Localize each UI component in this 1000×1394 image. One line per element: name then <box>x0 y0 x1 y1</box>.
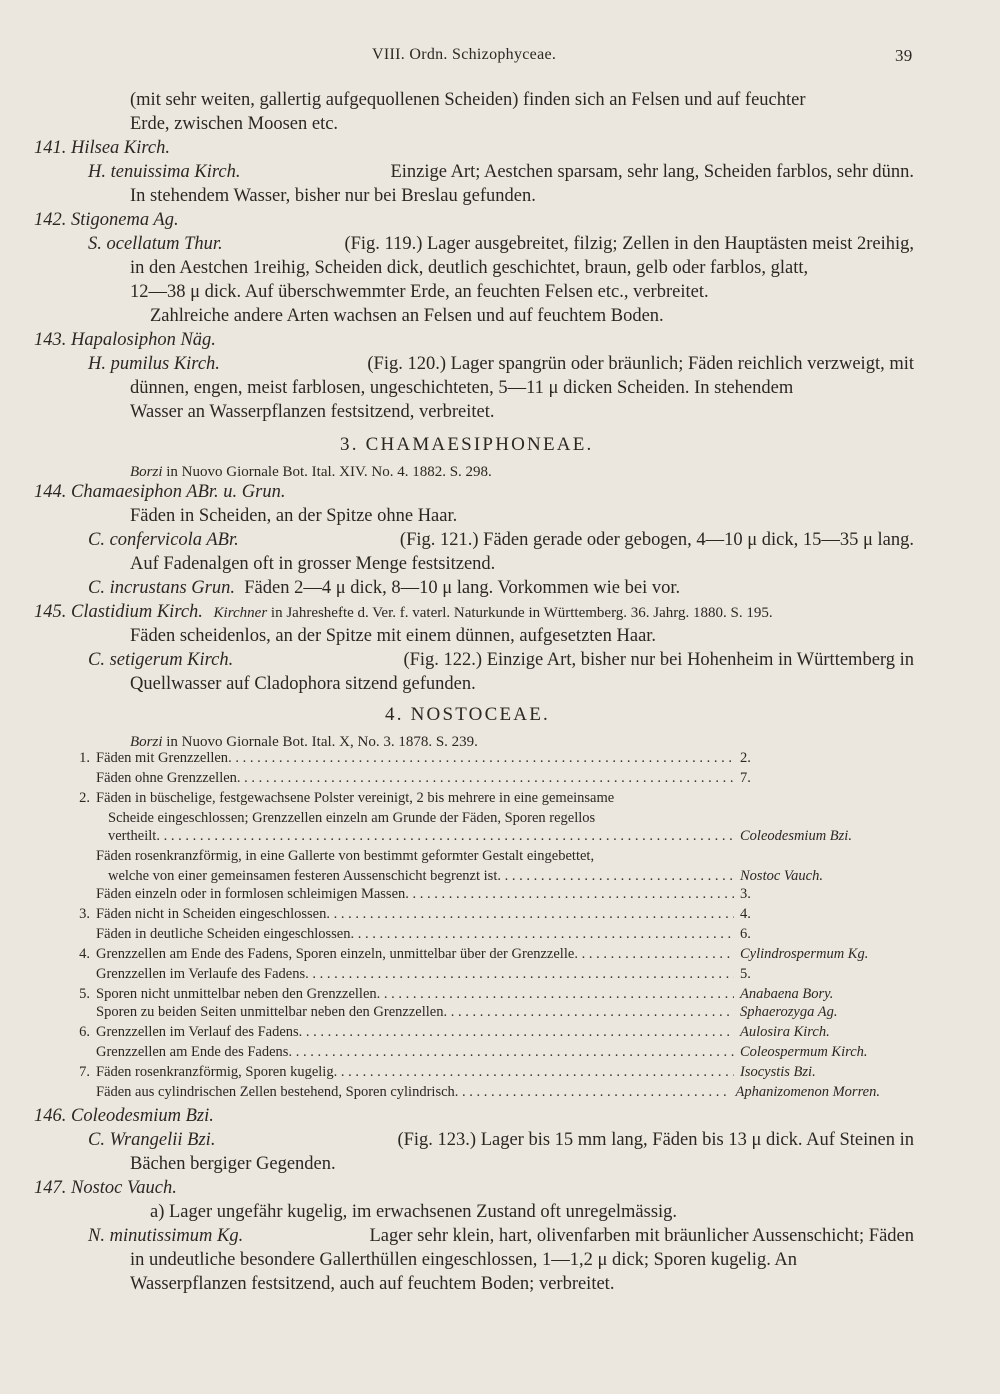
species-entry: N. minutissimum Kg. Lager sehr klein, hart, olivenfarben mit bräunlicher Aussenschicht; Fäden <box>88 1226 914 1246</box>
text-line: Zahlreiche andere Arten wachsen an Felsen und auf feuchtem Boden. <box>150 306 664 326</box>
key-text: Scheide eingeschlossen; Grenzzellen einzeln am Grunde der Fäden, Sporen regellos <box>108 810 596 826</box>
key-text: Sporen zu beiden Seiten unmittelbar neben den Grenzzellen <box>96 1004 444 1020</box>
key-row <box>60 750 880 768</box>
key-row <box>60 810 880 828</box>
leader-dots <box>156 828 734 845</box>
key-text: Grenzzellen im Verlauf des Fadens <box>96 1024 299 1040</box>
key-text: Sporen nicht unmittelbar neben den Grenzzellen <box>96 986 377 1002</box>
text-line: Bächen bergiger Gegenden. <box>130 1154 336 1174</box>
leader-dots <box>237 770 734 787</box>
key-result: Coleodesmium Bzi. <box>740 828 852 844</box>
key-number: 5. <box>79 986 90 1002</box>
reference: Borzi in Nuovo Giornale Bot. Ital. X, No. 3. 1878. S. 239. <box>130 734 478 750</box>
text-line: in den Aestchen 1reihig, Scheiden dick, deutlich geschichtet, braun, gelb oder farblos, glatt, <box>130 258 809 278</box>
text-line: Auf Fadenalgen oft in grosser Menge festsitzend. <box>130 554 496 574</box>
key-number: 3. <box>79 906 90 922</box>
leader-dots <box>351 926 735 943</box>
species-name: C. confervicola ABr. <box>88 530 239 550</box>
key-text: Grenzzellen am Ende des Fadens <box>96 1044 289 1060</box>
species-entry: C. setigerum Kirch. (Fig. 122.) Einzige Art, bisher nur bei Hohenheim in Württemberg in <box>88 650 914 670</box>
key-row <box>60 1044 880 1062</box>
leader-dots <box>299 1024 734 1041</box>
species-entry: C. incrustans Grun. Fäden 2—4 μ dick, 8—10 μ lang. Vorkommen wie bei vor. <box>88 578 681 598</box>
key-result: Cylindrospermum Kg. <box>740 946 869 962</box>
key-number: 6. <box>79 1024 90 1040</box>
key-text: Grenzzellen im Verlaufe des Fadens <box>96 966 306 982</box>
key-result: Aphanizomenon Morren. <box>735 1084 880 1100</box>
key-text: Fäden rosenkranzförmig, Sporen kugelig <box>96 1064 334 1080</box>
genus-heading-144: 144. Chamaesiphon ABr. u. Grun. <box>34 482 286 502</box>
species-name: N. minutissimum Kg. <box>88 1226 244 1246</box>
reference: Borzi in Nuovo Giornale Bot. Ital. XIV. No. 4. 1882. S. 298. <box>130 464 492 480</box>
key-number: 4. <box>79 946 90 962</box>
key-row <box>60 828 880 846</box>
key-result: Nostoc Vauch. <box>740 868 823 884</box>
leader-dots <box>377 986 734 1003</box>
species-entry: H. pumilus Kirch. (Fig. 120.) Lager spangrün oder bräunlich; Fäden reichlich verzweigt, mit <box>88 354 914 374</box>
species-name: H. tenuissima Kirch. <box>88 162 241 182</box>
key-row <box>60 906 880 924</box>
key-result: 2. <box>740 750 751 766</box>
key-result: Isocystis Bzi. <box>740 1064 816 1080</box>
species-name: H. pumilus Kirch. <box>88 354 220 374</box>
key-text: welche von einer gemeinsamen festeren Aussenschicht begrenzt ist <box>108 868 498 884</box>
key-text: Grenzzellen am Ende des Fadens, Sporen einzeln, unmittelbar über der Grenzzelle <box>96 946 575 962</box>
key-row <box>60 790 880 808</box>
page-number: 39 <box>895 46 913 65</box>
key-row <box>60 1004 880 1022</box>
key-result: Sphaerozyga Ag. <box>740 1004 838 1020</box>
genus-heading-143: 143. Hapalosiphon Näg. <box>34 330 216 350</box>
key-number: 2. <box>79 790 90 806</box>
text-line: Erde, zwischen Moosen etc. <box>130 114 339 134</box>
genus-heading-141: 141. Hilsea Kirch. <box>34 138 171 158</box>
key-text: Fäden in büschelige, festgewachsene Polster vereinigt, 2 bis mehrere in eine gemeinsame <box>96 790 615 806</box>
key-number: 1. <box>79 750 90 766</box>
species-entry: S. ocellatum Thur. (Fig. 119.) Lager ausgebreitet, filzig; Zellen in den Hauptästen meist 2reihig, <box>88 234 914 254</box>
key-number: 7. <box>79 1064 90 1080</box>
text-line: (mit sehr weiten, gallertig aufgequollenen Scheiden) finden sich an Felsen und auf feuchter <box>130 90 806 110</box>
key-row <box>60 848 880 866</box>
key-result: 7. <box>740 770 751 786</box>
running-header <box>0 46 1000 70</box>
genus-heading-145: 145. Clastidium Kirch. Kirchner in Jahreshefte d. Ver. f. vaterl. Naturkunde in Württemberg. 36. Jahrg. 1880. S. 195. <box>34 602 773 622</box>
key-text: Fäden einzeln oder in formlosen schleimigen Massen <box>96 886 406 902</box>
key-text: Fäden aus cylindrischen Zellen bestehend, Sporen cylindrisch <box>96 1084 455 1100</box>
text-line: Wasser an Wasserpflanzen festsitzend, verbreitet. <box>130 402 495 422</box>
text-line: dünnen, engen, meist farblosen, ungeschichteten, 5—11 μ dicken Scheiden. In stehendem <box>130 378 794 398</box>
leader-dots <box>574 946 734 963</box>
species-name: S. ocellatum Thur. <box>88 234 223 254</box>
leader-dots <box>334 1064 734 1081</box>
text-line: in undeutliche besondere Gallerthüllen eingeschlossen, 1—1,2 μ dick; Sporen kugelig. An <box>130 1250 798 1270</box>
species-entry: C. confervicola ABr. (Fig. 121.) Fäden gerade oder gebogen, 4—10 μ dick, 15—35 μ lang. <box>88 530 914 550</box>
section-heading-4: 4. NOSTOCEAE. <box>385 704 550 725</box>
text-line: 12—38 μ dick. Auf überschwemmter Erde, an feuchten Felsen etc., verbreitet. <box>130 282 709 302</box>
key-result: Anabaena Bory. <box>740 986 834 1002</box>
text-line: Quellwasser auf Cladophora sitzend gefunden. <box>130 674 476 694</box>
key-row <box>60 886 880 904</box>
key-text: Fäden in deutliche Scheiden eingeschlossen <box>96 926 351 942</box>
species-name: C. setigerum Kirch. <box>88 650 234 670</box>
key-row <box>60 986 880 1004</box>
key-result: Coleospermum Kirch. <box>740 1044 868 1060</box>
genus-heading-147: 147. Nostoc Vauch. <box>34 1178 177 1198</box>
key-row <box>60 926 880 944</box>
species-entry: C. Wrangelii Bzi. (Fig. 123.) Lager bis 15 mm lang, Fäden bis 13 μ dick. Auf Steinen in <box>88 1130 914 1150</box>
leader-dots <box>288 1044 734 1061</box>
key-result: 5. <box>740 966 751 982</box>
key-result: 3. <box>740 886 751 902</box>
leader-dots <box>405 886 734 903</box>
species-name: C. incrustans Grun. <box>88 578 235 598</box>
key-text: Fäden mit Grenzzellen <box>96 750 229 766</box>
leader-dots <box>497 868 734 885</box>
running-title: VIII. Ordn. Schizophyceae. <box>372 46 557 63</box>
key-row <box>60 1084 880 1102</box>
leader-dots <box>326 906 734 923</box>
section-heading-3: 3. CHAMAESIPHONEAE. <box>340 434 594 455</box>
text-line: Fäden in Scheiden, an der Spitze ohne Haar. <box>130 506 458 526</box>
text-line: Fäden scheidenlos, an der Spitze mit einem dünnen, aufgesetzten Haar. <box>130 626 657 646</box>
text-line: a) Lager ungefähr kugelig, im erwachsenen Zustand oft unregelmässig. <box>150 1202 678 1222</box>
key-row <box>60 868 880 886</box>
key-row <box>60 1064 880 1082</box>
key-result: 4. <box>740 906 751 922</box>
text-line: Wasserpflanzen festsitzend, auch auf feuchtem Boden; verbreitet. <box>130 1274 615 1294</box>
species-name: C. Wrangelii Bzi. <box>88 1130 216 1150</box>
leader-dots <box>455 1084 730 1101</box>
key-row <box>60 946 880 964</box>
leader-dots <box>443 1004 734 1021</box>
species-entry: H. tenuissima Kirch. Einzige Art; Aestchen sparsam, sehr lang, Scheiden farblos, sehr dünn. <box>88 162 914 182</box>
key-text: Fäden ohne Grenzzellen <box>96 770 237 786</box>
key-result: 6. <box>740 926 751 942</box>
key-row <box>60 1024 880 1042</box>
key-text: Fäden nicht in Scheiden eingeschlossen <box>96 906 327 922</box>
key-text: vertheilt <box>108 828 157 844</box>
genus-heading-142: 142. Stigonema Ag. <box>34 210 179 230</box>
key-row <box>60 966 880 984</box>
leader-dots <box>228 750 734 767</box>
text-line: In stehendem Wasser, bisher nur bei Breslau gefunden. <box>130 186 536 206</box>
genus-heading-146: 146. Coleodesmium Bzi. <box>34 1106 214 1126</box>
key-row <box>60 770 880 788</box>
leader-dots <box>305 966 734 983</box>
key-text: Fäden rosenkranzförmig, in eine Gallerte von bestimmt geformter Gestalt eingebettet, <box>96 848 595 864</box>
key-result: Aulosira Kirch. <box>740 1024 830 1040</box>
